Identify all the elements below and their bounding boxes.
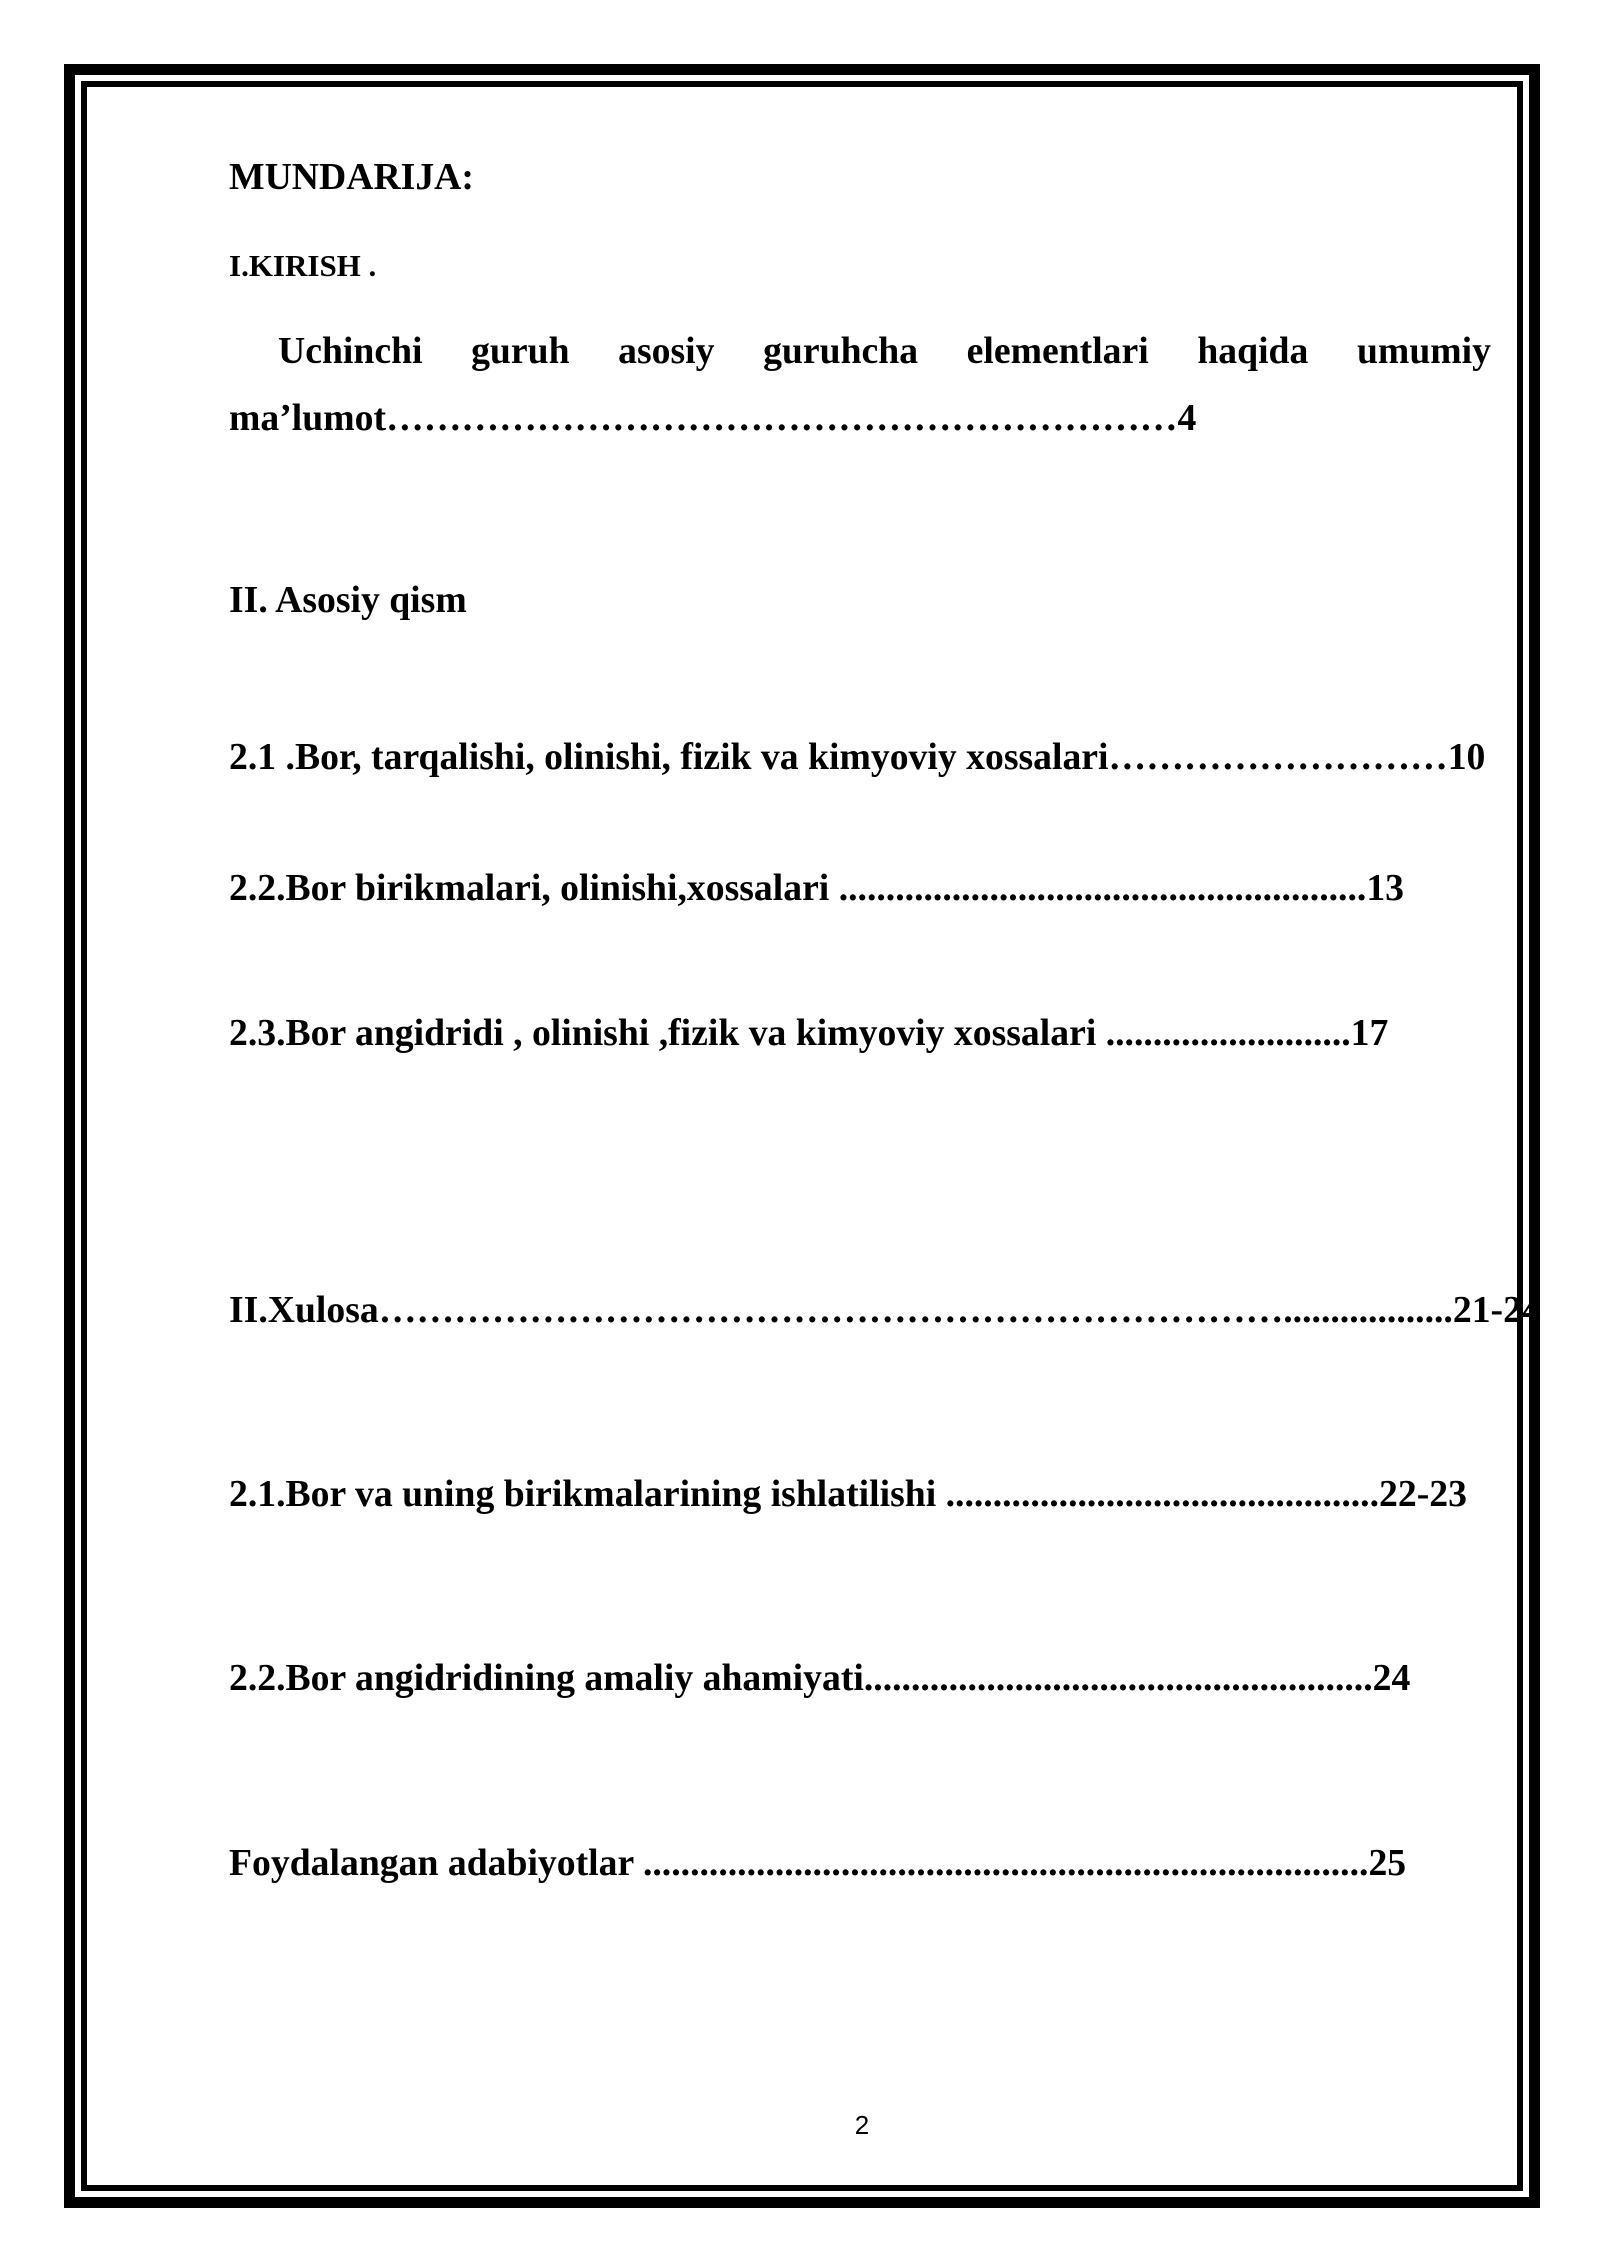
conclusion-heading: II.Xulosa………………………………………………………………..................21-24 bbox=[229, 1289, 1541, 1331]
toc-entry-references: Foydalangan adabiyotlar .............................................................................25 bbox=[229, 1842, 1407, 1884]
page-number: 2 bbox=[854, 2110, 870, 2140]
main-part-heading: II. Asosiy qism bbox=[229, 579, 467, 621]
intro-heading: I.KIRISH . bbox=[229, 248, 377, 283]
toc-title: MUNDARIJA: bbox=[229, 156, 474, 198]
toc-entry-2-1: 2.1 .Bor, tarqalishi, olinishi, fizik va kimyoviy xossalari………………………10 bbox=[229, 736, 1486, 778]
toc-entry-conclusion-2-2: 2.2.Bor angidridining amaliy ahamiyati......................................................24 bbox=[229, 1657, 1411, 1699]
intro-text-line-2: ma’lumot………………………………………………………4 bbox=[229, 397, 1197, 439]
toc-entry-conclusion-2-1: 2.1.Bor va uning birikmalarining ishlatilishi ..............................................22-23 bbox=[229, 1473, 1467, 1515]
toc-entry-2-3: 2.3.Bor angidridi , olinishi ,fizik va kimyoviy xossalari ..........................17 bbox=[229, 1012, 1389, 1054]
intro-text-line-1: Uchinchi guruh asosiy guruhcha elementlari haqida umumiy bbox=[278, 330, 1491, 372]
toc-entry-2-2: 2.2.Bor birikmalari, olinishi,xossalari ........................................................13 bbox=[229, 867, 1405, 909]
